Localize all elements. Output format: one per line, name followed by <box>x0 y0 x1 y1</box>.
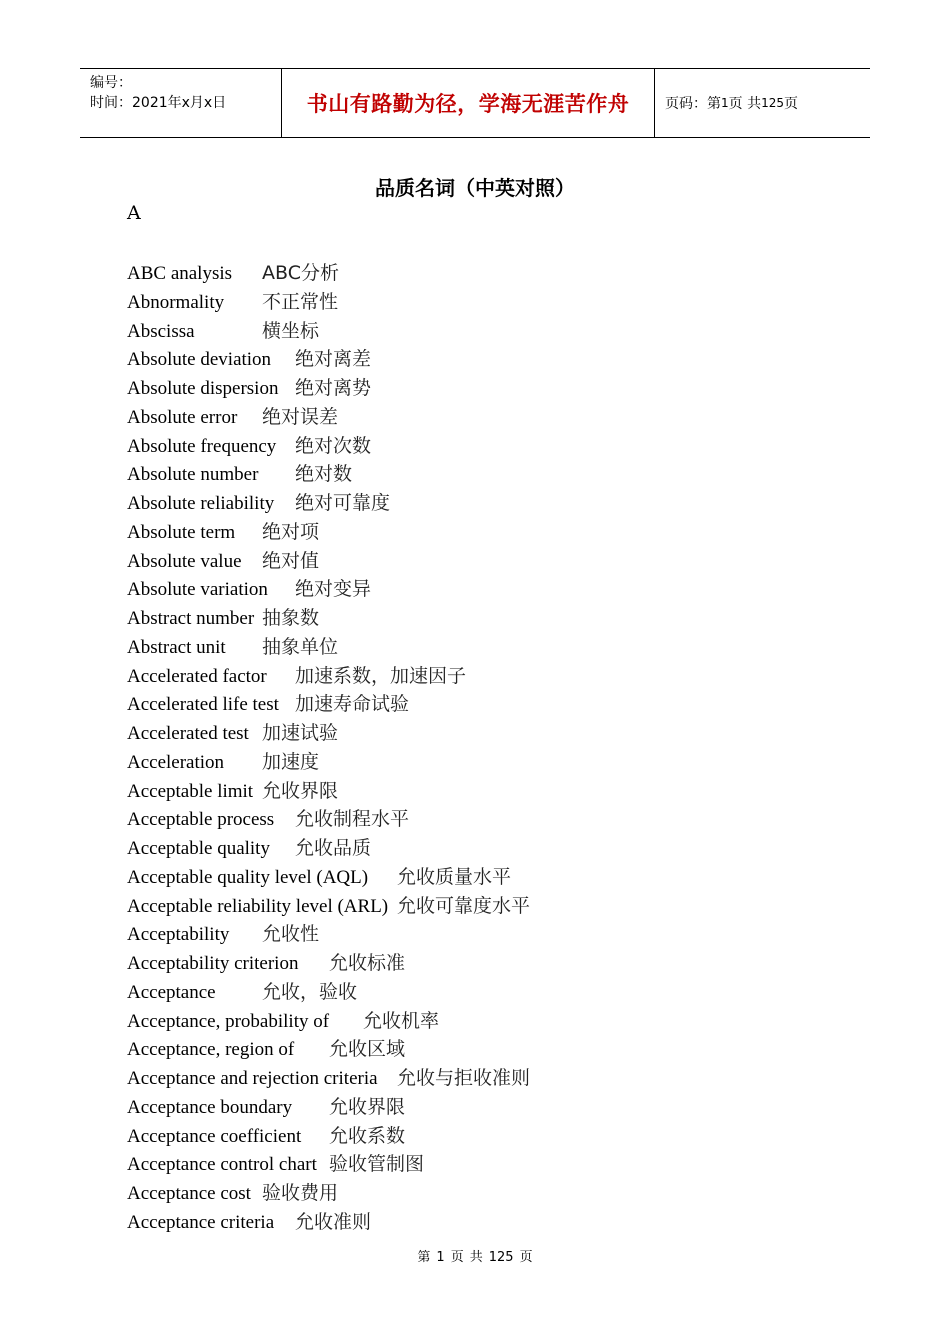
term-chinese: 绝对可靠度 <box>295 492 391 514</box>
glossary-entry <box>127 1064 530 1093</box>
page-header <box>80 68 870 138</box>
term-english: Absolute frequency <box>127 435 277 457</box>
term-english: Acceptance cost <box>127 1183 251 1204</box>
term-chinese: 验收费用 <box>262 1182 339 1204</box>
date-label: 时间：2021年x月x日 <box>90 95 227 111</box>
term-english: Acceptance, probability of <box>127 1010 330 1032</box>
term-english: Acceptable limit <box>127 780 254 802</box>
motto-text: 书山有路勤为径，学海无涯苦作舟 <box>306 92 630 116</box>
term-chinese: 允收制程水平 <box>295 808 410 831</box>
footer-mid-b: 共 <box>469 1250 483 1265</box>
term-chinese: 抽象数 <box>262 607 320 629</box>
glossary-entry <box>127 259 530 288</box>
term-chinese: 绝对值 <box>262 549 320 572</box>
page-suffix: 页 <box>784 96 798 112</box>
glossary-entry <box>127 805 530 834</box>
term-english: Acceptance boundary <box>127 1096 293 1118</box>
term-english: Absolute term <box>127 521 236 543</box>
glossary-entry <box>127 575 530 604</box>
glossary-entry <box>127 489 530 518</box>
header-motto-cell <box>282 69 655 137</box>
term-chinese: 允收界限 <box>329 1095 406 1118</box>
term-english: Acceptable quality <box>127 838 270 859</box>
term-english: Acceptable reliability level (ARL) <box>127 895 389 917</box>
term-english: Absolute reliability <box>127 493 275 514</box>
glossary-entry <box>127 892 530 921</box>
term-english: Absolute variation <box>127 579 268 601</box>
term-chinese: 允收界限 <box>262 779 339 802</box>
glossary-entry <box>127 374 530 403</box>
term-english: Abnormality <box>127 291 225 313</box>
glossary-entry <box>127 949 530 978</box>
page-current: 1 <box>721 96 729 110</box>
term-chinese: 允收标准 <box>329 952 406 974</box>
term-chinese: 绝对项 <box>262 520 320 543</box>
term-english: Absolute error <box>127 406 238 428</box>
glossary-entry <box>127 547 530 576</box>
glossary-entry <box>127 920 530 949</box>
term-chinese: 允收区域 <box>329 1038 406 1061</box>
glossary-entry <box>127 432 530 461</box>
term-english: Acceptance <box>127 981 216 1003</box>
term-english: Absolute dispersion <box>127 378 279 399</box>
glossary-entry <box>127 1179 530 1208</box>
term-chinese: 允收，验收 <box>262 980 358 1003</box>
term-chinese: 绝对误差 <box>262 405 339 428</box>
term-chinese: 加速系数，加速因子 <box>295 664 467 687</box>
term-english: Acceptability <box>127 924 230 946</box>
glossary-entry <box>127 403 530 432</box>
section-letter: A <box>127 202 141 224</box>
term-chinese: 允收可靠度水平 <box>397 894 531 917</box>
term-english: Accelerated life test <box>127 694 279 716</box>
glossary-entry <box>127 633 530 662</box>
page-prefix: 页码：第 <box>665 96 721 112</box>
term-chinese: 允收品质 <box>295 837 372 859</box>
term-english: Acceptability criterion <box>127 953 299 974</box>
page-footer <box>0 1246 950 1265</box>
footer-prefix: 第 <box>417 1250 431 1265</box>
glossary-entry <box>127 604 530 633</box>
term-chinese: ABC分析 <box>262 262 339 284</box>
glossary-entry <box>127 748 530 777</box>
glossary-entry <box>127 1122 530 1151</box>
serial-number-label: 编号： <box>90 75 132 91</box>
glossary-entry <box>127 1150 530 1179</box>
term-chinese: 绝对变异 <box>295 578 372 601</box>
term-english: Acceptance coefficient <box>127 1125 302 1147</box>
term-english: Acceptable process <box>127 809 275 831</box>
document-title: 品质名词（中英对照） <box>375 176 575 200</box>
glossary-entry <box>127 345 530 374</box>
glossary-entry <box>127 1093 530 1122</box>
term-english: Accelerated factor <box>127 665 267 687</box>
term-english: Acceptance criteria <box>127 1211 275 1233</box>
footer-total: 125 <box>488 1250 514 1265</box>
glossary-entry <box>127 719 530 748</box>
term-chinese: 加速试验 <box>262 722 339 744</box>
glossary-list <box>127 259 530 1237</box>
term-english: Absolute value <box>127 550 242 572</box>
footer-current: 1 <box>436 1250 445 1265</box>
term-english: Absolute deviation <box>127 349 272 371</box>
page-total: 125 <box>761 96 784 110</box>
glossary-entry <box>127 1208 530 1237</box>
glossary-entry <box>127 288 530 317</box>
term-chinese: 允收质量水平 <box>397 865 512 888</box>
glossary-entry <box>127 1035 530 1064</box>
footer-mid-a: 页 <box>450 1250 464 1265</box>
term-chinese: 验收管制图 <box>329 1153 425 1176</box>
term-english: Acceptable quality level (AQL) <box>127 866 369 888</box>
glossary-entry <box>127 978 530 1007</box>
glossary-entry <box>127 777 530 806</box>
term-chinese: 抽象单位 <box>262 635 339 658</box>
header-meta-cell <box>80 69 282 137</box>
header-page-cell <box>655 69 870 137</box>
term-chinese: 加速寿命试验 <box>295 693 410 716</box>
term-english: Acceptance control chart <box>127 1154 317 1176</box>
term-chinese: 允收与拒收准则 <box>397 1067 531 1089</box>
term-english: Acceptance, region of <box>127 1039 295 1061</box>
term-english: Abscissa <box>127 320 195 342</box>
term-english: Abstract number <box>127 608 255 629</box>
term-english: Accelerated test <box>127 723 249 744</box>
term-chinese: 绝对离差 <box>295 348 372 371</box>
term-english: Abstract unit <box>127 636 226 658</box>
term-english: Absolute number <box>127 464 259 486</box>
glossary-entry <box>127 518 530 547</box>
term-english: Acceptance and rejection criteria <box>127 1068 378 1089</box>
term-english: ABC analysis <box>127 263 233 284</box>
term-chinese: 加速度 <box>262 750 320 773</box>
glossary-entry <box>127 863 530 892</box>
page-mid: 页 共 <box>728 96 762 112</box>
glossary-entry <box>127 662 530 691</box>
term-english: Acceleration <box>127 751 225 773</box>
term-chinese: 允收准则 <box>295 1210 372 1233</box>
glossary-entry <box>127 834 530 863</box>
footer-suffix: 页 <box>519 1250 533 1265</box>
glossary-entry <box>127 690 530 719</box>
glossary-entry <box>127 1007 530 1036</box>
term-chinese: 绝对离势 <box>295 377 372 399</box>
term-chinese: 允收性 <box>262 923 320 946</box>
term-chinese: 允收机率 <box>363 1009 440 1032</box>
term-chinese: 绝对数 <box>295 463 353 486</box>
term-chinese: 允收系数 <box>329 1124 406 1147</box>
term-chinese: 绝对次数 <box>295 434 372 457</box>
term-chinese: 不正常性 <box>262 290 339 313</box>
term-chinese: 横坐标 <box>262 319 320 342</box>
glossary-entry <box>127 460 530 489</box>
glossary-entry <box>127 317 530 346</box>
